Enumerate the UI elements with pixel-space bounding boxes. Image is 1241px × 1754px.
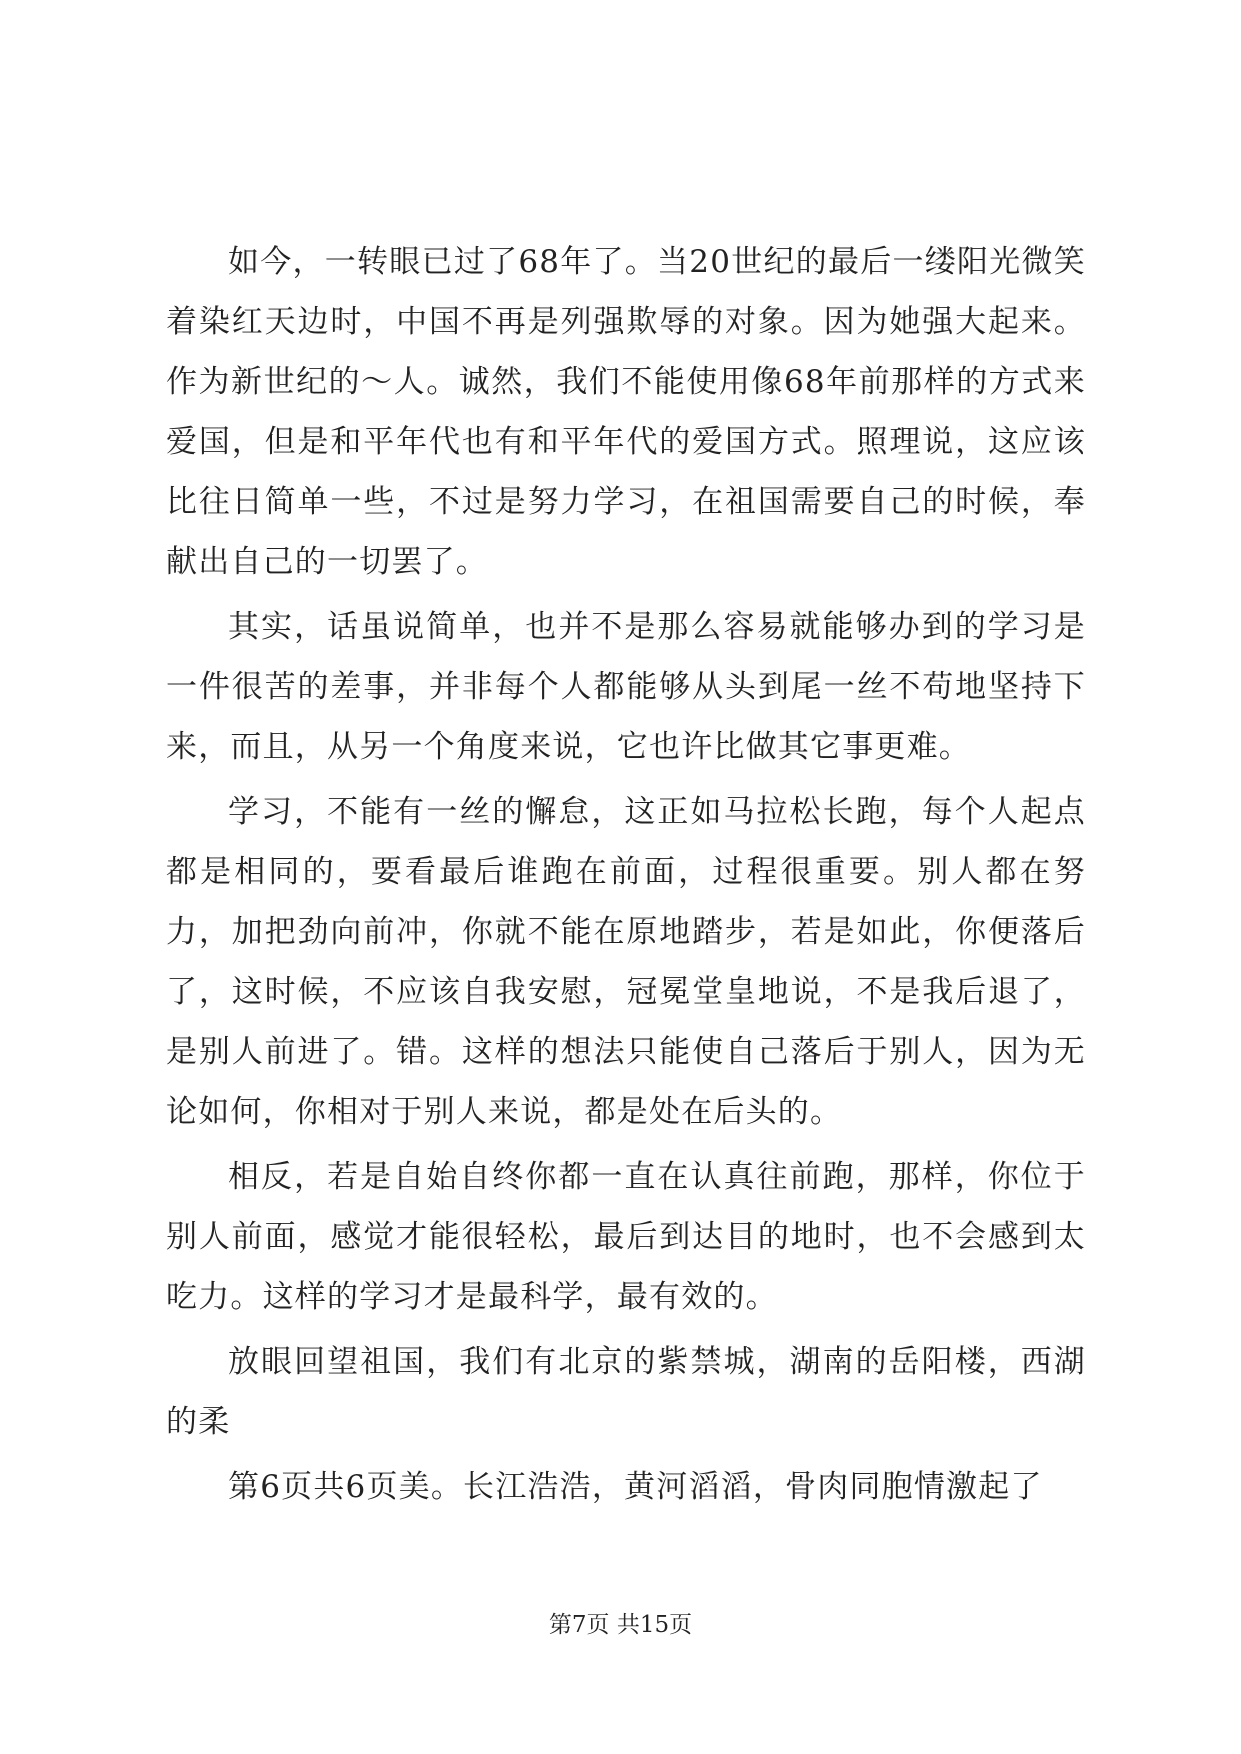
paragraph-4: 相反，若是自始自终你都一直在认真往前跑，那样，你位于别人前面，感觉才能很轻松，最后到达目的地时，也不会感到太吃力。这样的学习才是最科学，最有效的。 [166, 1159, 1086, 1315]
paragraph-6: 第6页共6页美。长江浩浩，黄河滔滔，骨肉同胞情激起了 [228, 1469, 1043, 1505]
page-footer: 第7页 共15页 [548, 1612, 693, 1638]
paragraph-3: 学习，不能有一丝的懈怠，这正如马拉松长跑，每个人起点都是相同的，要看最后谁跑在前面，过程很重要。别人都在努力，加把劲向前冲，你就不能在原地踏步，若是如此，你便落后了，这时候，不应该自我安慰，冠冕堂皇地说，不是我后退了，是别人前进了。错。这样的想法只能使自己落后于别人，因为无论如何，你相对于别人来说，都是处在后头的。 [166, 794, 1086, 1130]
paragraph-5: 放眼回望祖国，我们有北京的紫禁城，湖南的岳阳楼，西湖的柔 [166, 1344, 1086, 1440]
paragraph-1: 如今，一转眼已过了68年了。当20世纪的最后一缕阳光微笑着染红天边时，中国不再是列强欺辱的对象。因为她强大起来。作为新世纪的～人。诚然，我们不能使用像68年前那样的方式来爱国，但是和平年代也有和平年代的爱国方式。照理说，这应该比往日简单一些，不过是努力学习，在祖国需要自己的时候，奉献出自己的一切罢了。 [166, 244, 1086, 580]
paragraph-2: 其实，话虽说简单，也并不是那么容易就能够办到的学习是一件很苦的差事，并非每个人都能够从头到尾一丝不苟地坚持下来，而且，从另一个角度来说，它也许比做其它事更难。 [166, 609, 1086, 765]
document-body [166, 232, 1086, 1517]
